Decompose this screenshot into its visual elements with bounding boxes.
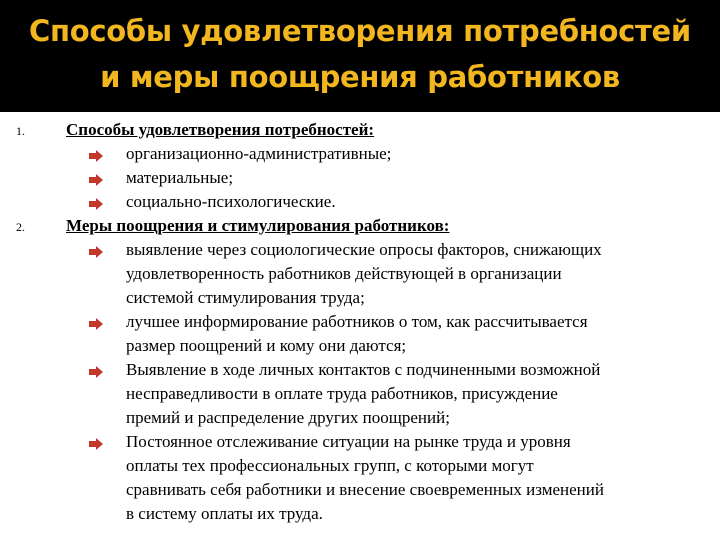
title-bar: [0, 0, 720, 112]
list-item-line: Постоянное отслеживание ситуации на рынке труда и уровня: [126, 432, 571, 451]
list-item-line: организационно-административные;: [126, 144, 392, 163]
arrow-right-icon: [89, 317, 103, 329]
arrow-right-icon: [89, 197, 103, 209]
slide-title-line-1: Способы удовлетворения потребностей: [29, 14, 691, 48]
list-item-line: социально-психологические.: [126, 192, 336, 211]
section-heading: Меры поощрения и стимулирования работников:: [66, 216, 450, 235]
list-item-line: системой стимулирования труда;: [126, 288, 365, 307]
list-item-line: Выявление в ходе личных контактов с подчиненными возможной: [126, 360, 601, 379]
list-item-line: удовлетворенность работников действующей в организации: [126, 264, 562, 283]
section-number: 2.: [16, 220, 25, 234]
section-heading: Способы удовлетворения потребностей:: [66, 120, 375, 139]
list-item-line: выявление через социологические опросы факторов, снижающих: [126, 240, 602, 259]
section-number: 1.: [16, 124, 25, 138]
list-item-line: премий и распределение других поощрений;: [126, 408, 450, 427]
list-item-line: сравнивать себя работники и внесение своевременных изменений: [126, 480, 604, 499]
arrow-right-icon: [89, 245, 103, 257]
arrow-right-icon: [89, 437, 103, 449]
arrow-right-icon: [89, 365, 103, 377]
list-item-line: размер поощрений и кому они даются;: [126, 336, 407, 355]
list-item-line: в систему оплаты их труда.: [126, 504, 323, 523]
list-item-line: лучшее информирование работников о том, как рассчитывается: [126, 312, 588, 331]
arrow-right-icon: [89, 173, 103, 185]
list-item-line: материальные;: [126, 168, 234, 187]
arrow-right-icon: [89, 149, 103, 161]
list-item-line: оплаты тех профессиональных групп, с которыми могут: [126, 456, 534, 475]
slide-title-line-2: и меры поощрения работников: [100, 60, 620, 94]
list-item-line: несправедливости в оплате труда работников, присуждение: [126, 384, 558, 403]
